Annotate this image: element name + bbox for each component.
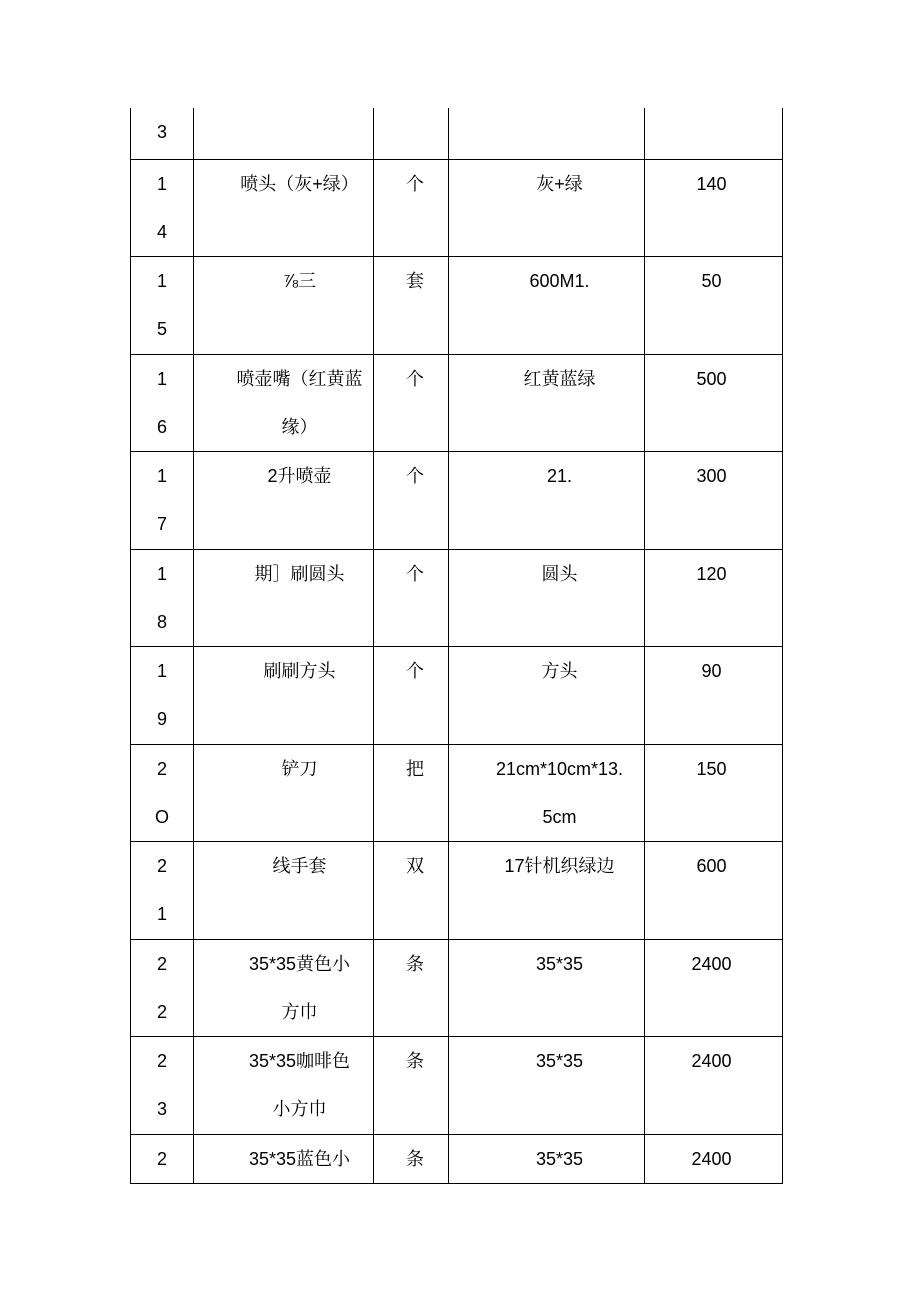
row-number-text: 4 xyxy=(156,221,167,242)
spec-text: 红黄蓝绿 xyxy=(523,368,596,389)
unit-cell xyxy=(374,744,449,842)
row-number-cell xyxy=(131,1134,194,1183)
spec-cell xyxy=(449,842,645,940)
quantity-text: 120 xyxy=(696,563,727,584)
row-number-text: 1 xyxy=(156,271,167,291)
quantity-text: 600 xyxy=(696,856,727,876)
unit-cell xyxy=(374,647,449,745)
row-number-text: 9 xyxy=(156,709,167,729)
quantity-cell xyxy=(645,939,783,1037)
quantity-text: 150 xyxy=(696,758,727,779)
row-number-text: 8 xyxy=(156,611,167,632)
quantity-text: 2400 xyxy=(691,953,732,974)
row-number-cell xyxy=(131,1037,194,1135)
unit-text: 个 xyxy=(406,173,424,194)
spec-text: 21cm*10cm*13. xyxy=(495,758,624,779)
row-number-cell xyxy=(131,647,194,745)
table-row xyxy=(131,159,783,257)
item-name-text: 35*35咖啡色 xyxy=(248,1051,351,1071)
item-name-text: 刷刷方头 xyxy=(263,661,336,681)
row-number-text: 1 xyxy=(156,173,167,194)
table-row xyxy=(131,549,783,647)
row-number-text: 1 xyxy=(156,368,167,389)
row-number-cell xyxy=(131,108,194,159)
unit-text: 个 xyxy=(406,368,424,389)
row-number-text: 7 xyxy=(156,514,167,534)
unit-text: 条 xyxy=(406,953,424,974)
unit-cell xyxy=(374,257,449,355)
spec-cell xyxy=(449,354,645,452)
unit-cell xyxy=(374,1134,449,1183)
item-name-text: 方巾 xyxy=(281,1001,318,1022)
item-name-text: 小方巾 xyxy=(272,1099,327,1119)
row-number-text: 1 xyxy=(156,904,167,924)
quantity-text: 2400 xyxy=(691,1051,732,1071)
row-number-cell xyxy=(131,744,194,842)
unit-text: 个 xyxy=(406,466,424,486)
item-name-cell xyxy=(194,257,374,355)
table-row xyxy=(131,1134,783,1183)
spec-text: 35*35 xyxy=(535,1148,584,1169)
quantity-cell xyxy=(645,354,783,452)
unit-text: 个 xyxy=(406,661,424,681)
item-name-cell xyxy=(194,159,374,257)
unit-cell xyxy=(374,108,449,159)
spec-cell xyxy=(449,452,645,550)
item-name-cell xyxy=(194,452,374,550)
unit-text: 套 xyxy=(406,271,424,291)
item-name-cell xyxy=(194,744,374,842)
unit-text: 把 xyxy=(406,758,424,779)
row-number-text: 2 xyxy=(156,856,167,876)
quantity-text: 500 xyxy=(696,368,727,389)
item-name-text: ⅞三 xyxy=(282,271,316,291)
spec-text: 35*35 xyxy=(535,953,584,974)
row-number-text: 5 xyxy=(156,319,167,339)
spec-text: 21. xyxy=(546,466,573,486)
product-table xyxy=(130,108,783,1184)
item-name-cell xyxy=(194,842,374,940)
row-number-cell xyxy=(131,939,194,1037)
row-number-text: 3 xyxy=(156,122,167,142)
spec-cell xyxy=(449,1134,645,1183)
row-number-text: 2 xyxy=(156,953,167,974)
table-row xyxy=(131,354,783,452)
table-row xyxy=(131,842,783,940)
row-number-text: 1 xyxy=(156,661,167,681)
spec-text: 方头 xyxy=(541,661,578,681)
row-number-cell xyxy=(131,354,194,452)
quantity-cell xyxy=(645,108,783,159)
item-name-text: 线手套 xyxy=(272,856,327,876)
item-name-cell xyxy=(194,108,374,159)
row-number-text: 1 xyxy=(156,466,167,486)
row-number-cell xyxy=(131,842,194,940)
item-name-text: 35*35黄色小 xyxy=(248,953,351,974)
spec-cell xyxy=(449,939,645,1037)
spec-cell xyxy=(449,257,645,355)
quantity-cell xyxy=(645,257,783,355)
quantity-cell xyxy=(645,159,783,257)
row-number-cell xyxy=(131,257,194,355)
spec-text: 5cm xyxy=(542,806,577,827)
spec-cell xyxy=(449,647,645,745)
spec-text: 圆头 xyxy=(541,563,578,584)
unit-text: 双 xyxy=(406,856,424,876)
spec-cell xyxy=(449,159,645,257)
quantity-text: 50 xyxy=(701,271,722,291)
table-row xyxy=(131,257,783,355)
row-number-text: 1 xyxy=(156,563,167,584)
item-name-cell xyxy=(194,549,374,647)
table-row xyxy=(131,744,783,842)
row-number-text: 2 xyxy=(156,758,167,779)
table-row xyxy=(131,108,783,159)
quantity-text: 300 xyxy=(696,466,727,486)
spec-text: 600M1. xyxy=(529,271,590,291)
unit-cell xyxy=(374,939,449,1037)
unit-cell xyxy=(374,452,449,550)
spec-cell xyxy=(449,108,645,159)
item-name-text: 铲刀 xyxy=(281,758,318,779)
spec-text: 17针机织绿边 xyxy=(504,856,615,876)
spec-text: 灰+绿 xyxy=(536,173,583,194)
item-name-text: 期］刷圆头 xyxy=(254,563,345,584)
spec-text: 35*35 xyxy=(535,1051,584,1071)
table-body xyxy=(131,108,783,1183)
quantity-text: 140 xyxy=(696,173,727,194)
quantity-cell xyxy=(645,1134,783,1183)
spec-cell xyxy=(449,549,645,647)
unit-cell xyxy=(374,549,449,647)
item-name-cell xyxy=(194,939,374,1037)
quantity-cell xyxy=(645,842,783,940)
quantity-cell xyxy=(645,647,783,745)
row-number-text: 6 xyxy=(156,416,167,437)
unit-cell xyxy=(374,842,449,940)
row-number-cell xyxy=(131,549,194,647)
row-number-cell xyxy=(131,452,194,550)
item-name-cell xyxy=(194,1134,374,1183)
quantity-cell xyxy=(645,452,783,550)
row-number-text: O xyxy=(154,806,169,827)
row-number-text: 2 xyxy=(156,1001,167,1022)
quantity-text: 2400 xyxy=(691,1148,732,1169)
unit-cell xyxy=(374,354,449,452)
item-name-text: 35*35蓝色小 xyxy=(248,1148,351,1169)
row-number-text: 2 xyxy=(156,1051,167,1071)
unit-text: 个 xyxy=(406,563,424,584)
row-number-cell xyxy=(131,159,194,257)
item-name-text: 喷头（灰+绿） xyxy=(240,173,359,194)
spec-cell xyxy=(449,744,645,842)
unit-cell xyxy=(374,1037,449,1135)
quantity-cell xyxy=(645,1037,783,1135)
table-row xyxy=(131,452,783,550)
quantity-text: 90 xyxy=(701,661,722,681)
item-name-text: 缘） xyxy=(281,416,318,437)
row-number-text: 3 xyxy=(156,1099,167,1119)
table-row xyxy=(131,647,783,745)
item-name-text: 喷壶嘴（红黄蓝 xyxy=(236,368,363,389)
quantity-cell xyxy=(645,549,783,647)
unit-text: 条 xyxy=(406,1148,424,1169)
spec-cell xyxy=(449,1037,645,1135)
row-number-text: 2 xyxy=(156,1148,167,1169)
item-name-text: 2升喷壶 xyxy=(267,466,332,486)
item-name-cell xyxy=(194,647,374,745)
unit-text: 条 xyxy=(406,1051,424,1071)
table-row xyxy=(131,1037,783,1135)
unit-cell xyxy=(374,159,449,257)
item-name-cell xyxy=(194,354,374,452)
quantity-cell xyxy=(645,744,783,842)
table-row xyxy=(131,939,783,1037)
item-name-cell xyxy=(194,1037,374,1135)
